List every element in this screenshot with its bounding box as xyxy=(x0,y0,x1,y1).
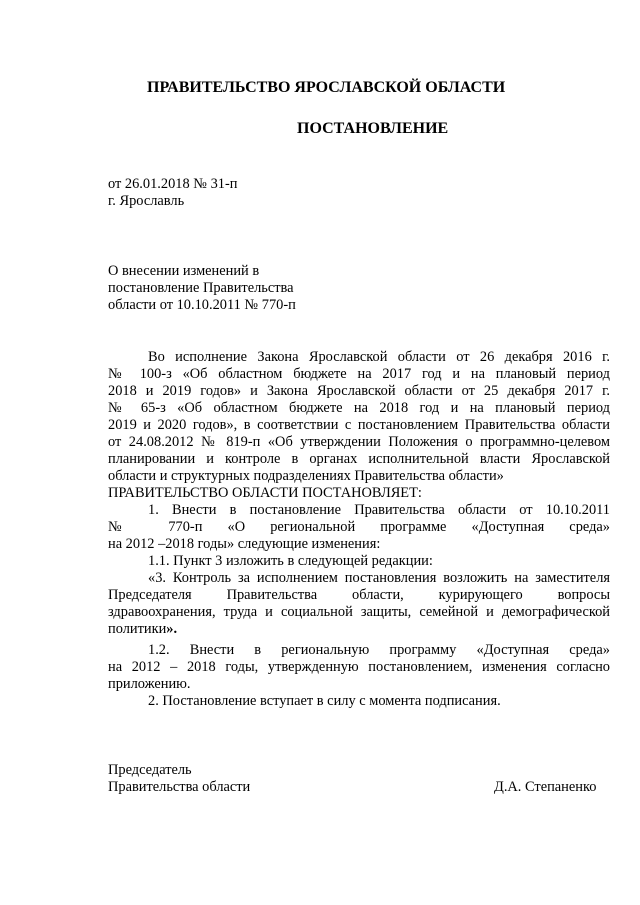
body-line: планировании и контроле в органах исполнительной власти Ярославской xyxy=(108,451,610,467)
subject-line: области от 10.10.2011 № 770-п xyxy=(108,297,296,313)
quote-line-end xyxy=(108,621,177,637)
item-1-line: на 2012 –2018 годы» следующие изменения: xyxy=(108,536,381,552)
quote-end-mark: ». xyxy=(166,621,178,637)
item-1-2-line: на 2012 – 2018 годы, утвержденную постановлением, изменения согласно xyxy=(108,659,610,675)
item-1-line: № 770-п «О региональной программе «Доступная среда» xyxy=(108,519,610,535)
item-2-line: 2. Постановление вступает в силу с момента подписания. xyxy=(148,693,501,709)
org-title: ПРАВИТЕЛЬСТВО ЯРОСЛАВСКОЙ ОБЛАСТИ xyxy=(147,79,506,96)
doc-type-title: ПОСТАНОВЛЕНИЕ xyxy=(297,120,449,137)
date-number: от 26.01.2018 № 31-п xyxy=(108,176,238,192)
body-line: 2018 и 2019 годов» и Закона Ярославской области от 25 декабря 2017 г. xyxy=(108,383,610,399)
item-1-1-line: 1.1. Пункт 3 изложить в следующей редакции: xyxy=(148,553,433,569)
body-line: области и структурных подразделениях Правительства области» xyxy=(108,468,504,484)
subject-line: О внесении изменений в xyxy=(108,263,260,279)
quote-line: Председателя Правительства области, курирующего вопросы xyxy=(108,587,610,603)
item-1-2-line: приложению. xyxy=(108,676,191,692)
signature-title: Председатель xyxy=(108,762,192,778)
body-line: 2019 и 2020 годов», в соответствии с постановлением Правительства области xyxy=(108,417,610,433)
item-1-line: 1. Внести в постановление Правительства области от 10.10.2011 xyxy=(148,502,610,518)
signature-title: Правительства области xyxy=(108,779,251,795)
resolves-line: ПРАВИТЕЛЬСТВО ОБЛАСТИ ПОСТАНОВЛЯЕТ: xyxy=(108,485,422,501)
item-1-2-line: 1.2. Внести в региональную программу «Доступная среда» xyxy=(148,642,610,658)
signature-name: Д.А. Степаненко xyxy=(494,779,597,795)
subject-line: постановление Правительства xyxy=(108,280,294,296)
body-line: от 24.08.2012 № 819-п «Об утверждении Положения о программно-целевом xyxy=(108,434,610,450)
quote-end-text: политики xyxy=(108,621,167,637)
city: г. Ярославль xyxy=(108,193,185,209)
quote-line: здравоохранения, труда и социальной защиты, семейной и демографической xyxy=(108,604,610,620)
body-line: № 65-з «Об областном бюджете на 2018 год и на плановый период xyxy=(108,400,610,416)
quote-line: «3. Контроль за исполнением постановления возложить на заместителя xyxy=(148,570,610,586)
body-line: Во исполнение Закона Ярославской области от 26 декабря 2016 г. xyxy=(148,349,610,365)
body-line: № 100-з «Об областном бюджете на 2017 год и на плановый период xyxy=(108,366,610,382)
